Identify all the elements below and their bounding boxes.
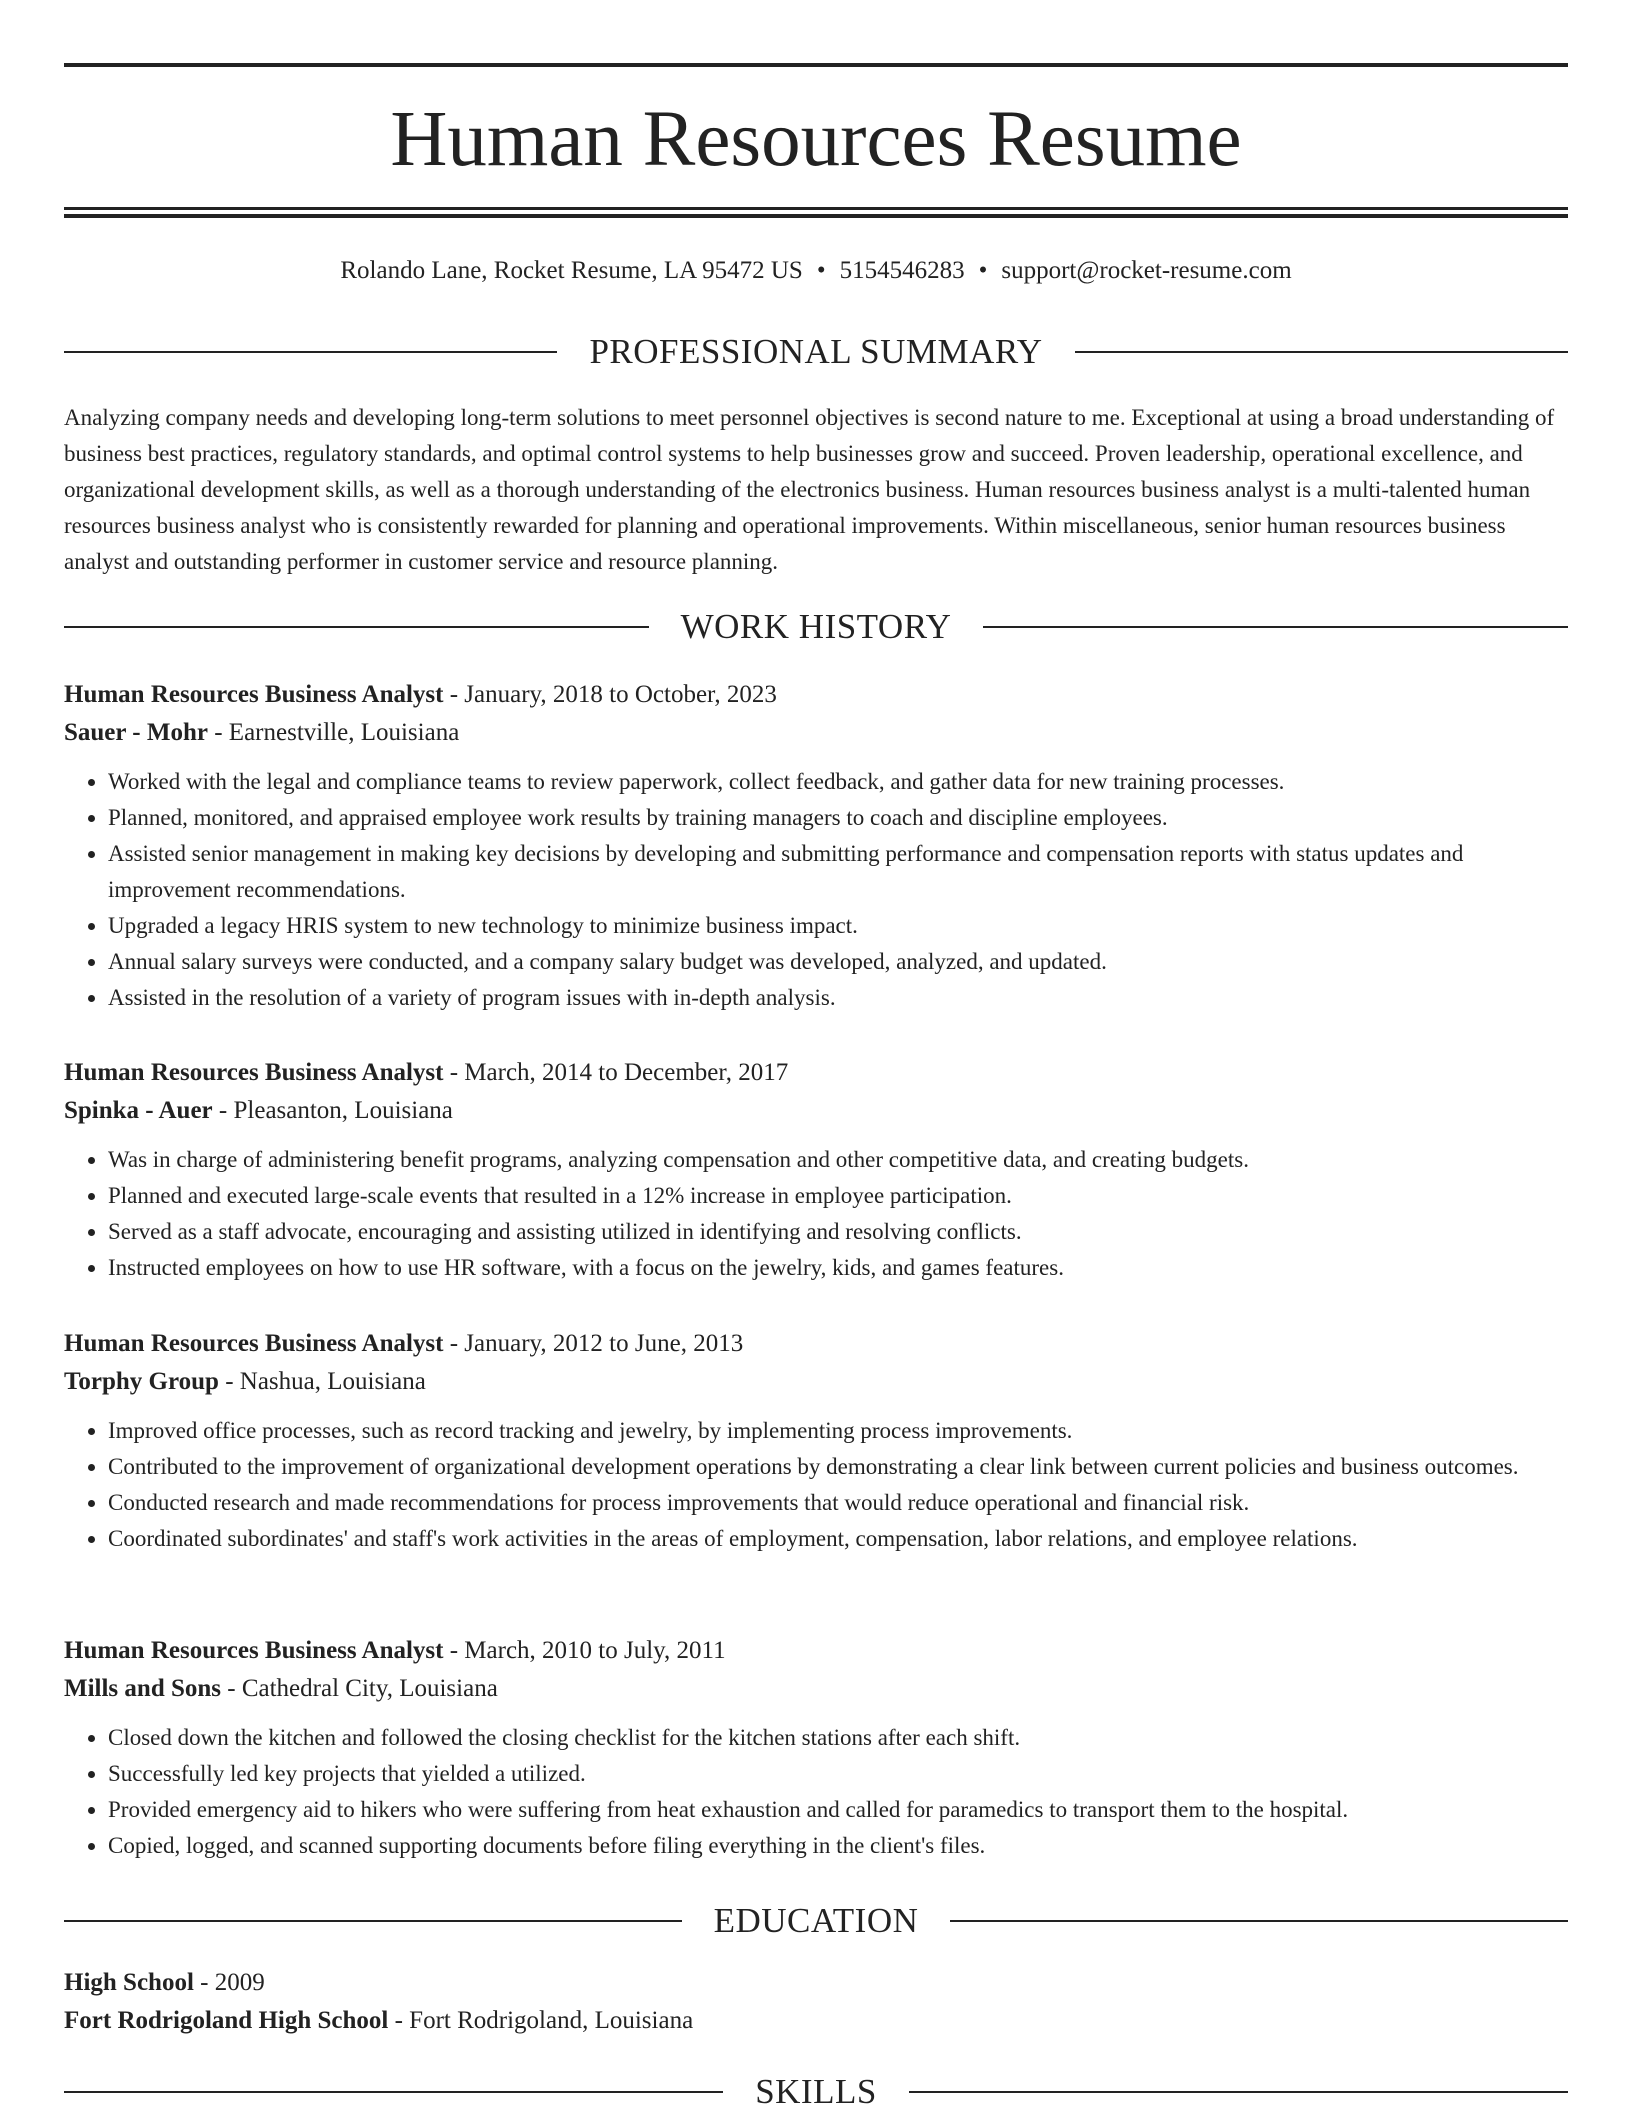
section-title: PROFESSIONAL SUMMARY	[589, 332, 1043, 371]
resume-title: Human Resources Resume	[390, 96, 1242, 183]
job-bullets	[64, 764, 1568, 1016]
job-location: - Nashua, Louisiana	[218, 1368, 426, 1395]
heading-rule-left	[64, 2091, 723, 2093]
section-heading-skills	[64, 2070, 1568, 2114]
job-bullet: • Copied, logged, and scanned supporting documents before filing everything in the client's files.	[108, 1828, 1568, 1864]
contact-separator: •	[816, 257, 826, 284]
job-company: Sauer - Mohr	[64, 719, 208, 746]
section-heading-education	[64, 1899, 1568, 1943]
education-school-row	[64, 2002, 1568, 2040]
job-dates: - March, 2014 to December, 2017	[443, 1059, 789, 1086]
job-company-row	[64, 1363, 1568, 1401]
job-location: - Earnestville, Louisiana	[207, 719, 460, 746]
job-bullet: • Planned and executed large-scale events that resulted in a 12% increase in employee participation.	[108, 1178, 1568, 1214]
job-bullet: • Successfully led key projects that yielded a utilized.	[108, 1756, 1568, 1792]
contact-address: Rolando Lane, Rocket Resume, LA 95472 US	[340, 257, 803, 284]
job-bullet: • Improved office processes, such as record tracking and jewelry, by implementing process improvements.	[108, 1413, 1568, 1449]
contact-phone: 5154546283	[839, 257, 965, 284]
job-title-row	[64, 676, 1568, 714]
job-dates: - March, 2010 to July, 2011	[443, 1637, 726, 1664]
heading-rule-right	[909, 2091, 1568, 2093]
summary-paragraph: Analyzing company needs and developing long-term solutions to meet personnel objectives is second nature to me. Exceptional at using a broad understanding of business best practices, regulatory standards, and optimal control systems to help businesses grow and succeed. Proven leadership, operational excellence, and organizational development skills, as well as a thorough understanding of the electronics business. Human resources business analyst is a multi-talented human resources business analyst who is consistently rewarded for planning and operational improvements. Within miscellaneous, senior human resources business analyst and outstanding performer in customer service and resource planning.	[64, 405, 1555, 574]
heading-rule-left	[64, 626, 649, 628]
job-bullet: • Closed down the kitchen and followed the closing checklist for the kitchen stations after each shift.	[108, 1720, 1568, 1756]
job-bullet: • Coordinated subordinates' and staff's work activities in the areas of employment, compensation, labor relations, and employee relations.	[108, 1521, 1568, 1557]
job-location: - Pleasanton, Louisiana	[212, 1097, 453, 1124]
job-company: Mills and Sons	[64, 1675, 222, 1702]
job-title: Human Resources Business Analyst	[64, 1637, 444, 1664]
job-entry	[64, 1632, 1568, 1864]
education-location: - Fort Rodrigoland, Louisiana	[388, 2007, 694, 2034]
section-title: WORK HISTORY	[680, 607, 952, 646]
heading-rule-right	[1075, 351, 1568, 353]
section-title: EDUCATION	[713, 1901, 919, 1940]
job-bullet: • Upgraded a legacy HRIS system to new technology to minimize business impact.	[108, 908, 1568, 944]
section-heading-work	[64, 605, 1568, 649]
job-entry	[64, 676, 1568, 1016]
education-degree: High School	[64, 1969, 194, 1996]
top-rule	[64, 63, 1568, 67]
job-title-row	[64, 1054, 1568, 1092]
job-dates: - January, 2018 to October, 2023	[443, 681, 777, 708]
job-bullets	[64, 1720, 1568, 1864]
job-bullet: • Worked with the legal and compliance teams to review paperwork, collect feedback, and gather data for new training processes.	[108, 764, 1568, 800]
job-company: Torphy Group	[64, 1368, 219, 1395]
contact-separator: •	[978, 257, 988, 284]
education-entry	[64, 1964, 1568, 2040]
education-year: - 2009	[193, 1969, 265, 1996]
job-bullet: • Planned, monitored, and appraised employee work results by training managers to coach and discipline employees.	[108, 800, 1568, 836]
job-bullet: • Contributed to the improvement of organizational development operations by demonstrating a clear link between current policies and business outcomes.	[108, 1449, 1568, 1485]
heading-rule-left	[64, 1920, 682, 1922]
section-heading-summary	[64, 330, 1568, 374]
job-bullet: • Provided emergency aid to hikers who were suffering from heat exhaustion and called for paramedics to transport them to the hospital.	[108, 1792, 1568, 1828]
job-title-row	[64, 1325, 1568, 1363]
job-location: - Cathedral City, Louisiana	[221, 1675, 498, 1702]
education-degree-row	[64, 1964, 1568, 2002]
contact-line	[64, 253, 1568, 289]
job-bullet: • Annual salary surveys were conducted, and a company salary budget was developed, analyzed, and updated.	[108, 944, 1568, 980]
job-bullet: • Assisted senior management in making key decisions by developing and submitting performance and compensation reports with status updates and improvement recommendations.	[108, 836, 1568, 908]
job-entry	[64, 1325, 1568, 1557]
job-company: Spinka - Auer	[64, 1097, 213, 1124]
section-title: SKILLS	[755, 2072, 877, 2111]
job-dates: - January, 2012 to June, 2013	[443, 1330, 744, 1357]
job-title: Human Resources Business Analyst	[64, 1330, 444, 1357]
education-school: Fort Rodrigoland High School	[64, 2007, 389, 2034]
job-company-row	[64, 1092, 1568, 1130]
heading-rule-right	[983, 626, 1568, 628]
job-bullet: • Served as a staff advocate, encouraging and assisting utilized in identifying and resolving conflicts.	[108, 1214, 1568, 1250]
job-bullet: • Conducted research and made recommendations for process improvements that would reduce operational and financial risk.	[108, 1485, 1568, 1521]
job-title: Human Resources Business Analyst	[64, 681, 444, 708]
job-bullet: • Assisted in the resolution of a variety of program issues with in-depth analysis.	[108, 980, 1568, 1016]
heading-rule-right	[950, 1920, 1568, 1922]
job-entry	[64, 1054, 1568, 1286]
job-title: Human Resources Business Analyst	[64, 1059, 444, 1086]
title-double-rule	[64, 207, 1568, 218]
job-company-row	[64, 1670, 1568, 1708]
contact-email: support@rocket-resume.com	[1001, 257, 1292, 284]
heading-rule-left	[64, 351, 557, 353]
job-bullet: • Was in charge of administering benefit programs, analyzing compensation and other competitive data, and creating budgets.	[108, 1142, 1568, 1178]
job-title-row	[64, 1632, 1568, 1670]
job-bullets	[64, 1413, 1568, 1557]
job-bullets	[64, 1142, 1568, 1286]
job-bullet: • Instructed employees on how to use HR software, with a focus on the jewelry, kids, and games features.	[108, 1250, 1568, 1286]
job-company-row	[64, 714, 1568, 752]
